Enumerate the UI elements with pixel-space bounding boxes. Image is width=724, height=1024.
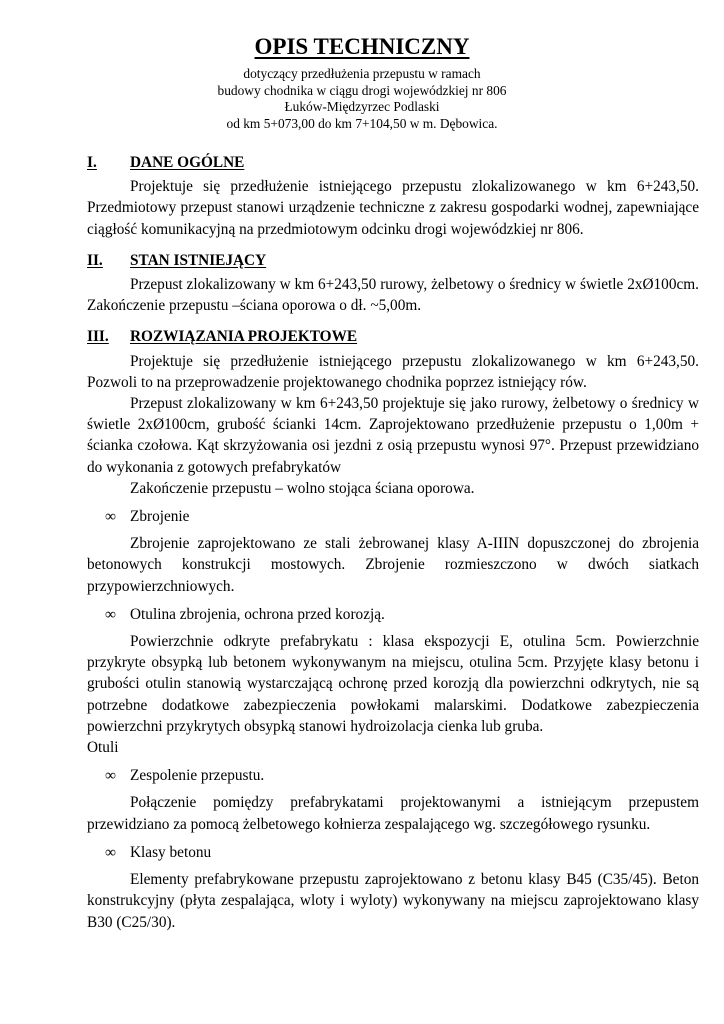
section-heading-stan-istniejacy: [87, 250, 699, 271]
section-number: II.: [87, 251, 103, 269]
document-subtitle: [0, 66, 724, 132]
paragraph: Połączenie pomiędzy prefabrykatami projektowanymi a istniejącym przepustem przewidziano za pomocą żelbetowego kołnierza zespalającego wg. szczegółowego rysunku.: [87, 794, 699, 833]
section-heading-text: STAN ISTNIEJĄCY: [130, 251, 267, 269]
paragraph: Przepust zlokalizowany w km 6+243,50 rurowy, żelbetowy o średnicy w świetle 2xØ100cm. Zakończenie przepustu –ściana oporowa o dł. ~5,00m.: [87, 276, 699, 315]
document-title: OPIS TECHNICZNY: [254, 34, 470, 59]
section-number: I.: [87, 154, 97, 171]
bullet-label: Zbrojenie: [130, 508, 190, 526]
paragraph: Projektuje się przedłużenie istniejącego przepustu zlokalizowanego w km 6+243,50. Przedmiotowy przepust stanowi urządzenie techniczne z zakresu gospodarki wodnej, zapewniające ciągłość komunikacyjną na przedmiotowym odcinku drogi wojewódzkiej nr 806.: [87, 178, 699, 238]
paragraph: Zakończenie przepustu – wolno stojąca ściana oporowa.: [130, 479, 475, 497]
paragraph: Przepust zlokalizowany w km 6+243,50 projektuje się jako rurowy, żelbetowy o średnicy w świetle 2xØ100cm, grubość ścianki 14cm. Zaprojektowano przedłużenie przepustu o 1,00m + ścianka czołowa. Kąt skrzyżowania osi jezdni z osią przepustu wynosi 97°. Przepust przewidziano do wykonania z gotowych prefabrykatów: [87, 395, 699, 476]
infinity-bullet-icon: ∞: [105, 767, 116, 785]
paragraph: Projektuje się przedłużenie istniejącego przepustu zlokalizowanego w km 6+243,50. Pozwoli to na przeprowadzenie projektowanego chodnika poprzez istniejący rów.: [87, 352, 699, 391]
bullet-heading-zbrojenie: [105, 506, 699, 527]
subtitle-line: Łuków-Międzyrzec Podlaski: [284, 99, 440, 114]
section-heading-dane-ogolne: [87, 152, 699, 173]
infinity-bullet-icon: ∞: [105, 843, 116, 861]
bullet-heading-zespolenie: [105, 765, 699, 786]
bullet-label: Otulina zbrojenia, ochrona przed korozją.: [130, 605, 385, 623]
bullet-heading-otulina: [105, 604, 699, 625]
section-heading-text: ROZWIĄZANIA PROJEKTOWE: [130, 328, 358, 346]
paragraph: Zbrojenie zaprojektowano ze stali żebrowanej klasy A-IIIN dopuszczonej do zbrojenia betonowych konstrukcji mostowych. Zbrojenie rozmieszczono w dwóch siatkach przypowierzchniowych.: [87, 535, 699, 595]
infinity-bullet-icon: ∞: [105, 605, 116, 623]
paragraph: Elementy prefabrykowane przepustu zaprojektowano z betonu klasy B45 (C35/45). Beton konstrukcyjny (płyta zespalająca, wloty i wyloty) wykonywany na miejscu zaprojektowano klasy B30 (C25/30).: [87, 871, 699, 931]
subtitle-line: od km 5+073,00 do km 7+104,50 w m. Dębowica.: [226, 115, 498, 131]
section-number: III.: [87, 328, 109, 346]
paragraph-fragment: Otuli: [87, 739, 119, 757]
document-body: [87, 152, 699, 933]
section-heading-rozwiazania-projektowe: [87, 326, 699, 347]
bullet-label: Klasy betonu: [130, 843, 212, 861]
paragraph: Powierzchnie odkryte prefabrykatu : klasa ekspozycji E, otulina 5cm. Powierzchnie przykryte obsypką lub betonem wykonywanym na miejscu, otulina 5cm. Przyjęte klasy betonu i grubości otulin stanowią wystarczającą ochronę przed korozją dla powierzchni odkrytych, nie są potrzebne dodatkowe zabezpieczenia powłokami malarskimi. Dodatkowe zabezpieczenia powierzchni przykrytych obsypką stanowi hydroizolacja cienka lub gruba.: [87, 633, 699, 735]
section-heading-text: DANE OGÓLNE: [130, 154, 245, 171]
infinity-bullet-icon: ∞: [105, 508, 116, 526]
subtitle-line: dotyczący przedłużenia przepustu w ramach: [243, 66, 481, 81]
bullet-heading-klasy-betonu: [105, 842, 699, 863]
subtitle-line: budowy chodnika w ciągu drogi wojewódzkiej nr 806: [217, 82, 507, 98]
bullet-label: Zespolenie przepustu.: [130, 767, 265, 785]
